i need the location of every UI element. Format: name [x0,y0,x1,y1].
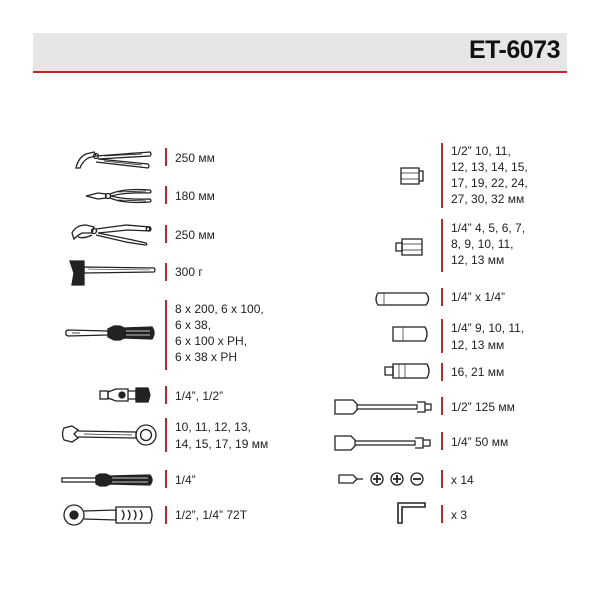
item-divider [165,225,167,243]
socket-large-icon [399,164,425,188]
item-divider [441,363,443,381]
combination-wrench-icon [60,422,158,448]
spark-plug-socket-icon [383,360,433,382]
item-divider [441,432,443,450]
item-divider [441,505,443,523]
extension-bar-short-icon [333,432,433,454]
item-spec-extension-short: 1/4” 50 мм [451,435,509,449]
item-divider [441,219,443,272]
item-spec-sockets-1-2: 1/2” 10, 11, 12, 13, 14, 15, 17, 19, 22, 24, 27, 30, 32 мм [451,144,528,206]
locking-pliers-icon [70,221,154,247]
item-spec-hammer: 300 г [175,265,203,279]
item-spec-deep-sockets: 1/4” 9, 10, 11, 12, 13 мм [451,321,525,352]
item-divider [165,386,167,404]
item-spec-spark-plug-sockets: 16, 21 мм [451,365,505,379]
item-spec-extension-long: 1/2” 125 мм [451,400,515,414]
hammer-icon [66,257,158,287]
item-divider [441,397,443,415]
item-divider [165,470,167,488]
item-divider [165,148,167,166]
item-spec-sockets-1-4: 1/4” 4, 5, 6, 7, 8, 9, 10, 11, 12, 13 мм [451,221,526,267]
socket-small-icon [394,235,428,259]
item-divider [165,263,167,281]
water-pump-pliers-icon [72,148,154,172]
ratchet-icon [60,502,156,528]
screwdriver-icon [64,322,158,344]
item-divider [165,418,167,452]
extension-bar-long-icon [333,396,433,418]
item-spec-wrenches: 10, 11, 12, 13, 14, 15, 17, 19 мм [175,420,269,451]
deep-socket-icon [391,323,431,345]
item-spec-bits: x 14 [451,473,474,487]
item-spec-bit-holder: 1/4” [175,473,196,487]
hex-key-icon [395,501,429,525]
item-spec-locking-pliers: 250 мм [175,228,215,242]
item-divider [441,470,443,488]
combination-pliers-icon [84,186,154,206]
item-spec-hex-keys: x 3 [451,508,468,522]
item-divider [441,319,443,353]
universal-joint-icon [98,383,152,407]
item-divider [165,506,167,524]
item-spec-universal-joints: 1/4”, 1/2” [175,389,224,403]
bit-holder-screwdriver-icon [60,471,156,489]
item-divider [441,288,443,306]
item-spec-screwdrivers: 8 x 200, 6 x 100, 6 x 38, 6 x 100 x PH, 6 x 38 x PH [175,302,264,364]
item-spec-combination-pliers: 180 мм [175,189,215,203]
bit-adapter-icon [374,288,434,310]
screwdriver-bits-icon [337,469,433,489]
item-spec-ratchets: 1/2”, 1/4” 72T [175,508,248,522]
model-code: ET-6073 [468,36,560,64]
item-divider [165,186,167,204]
item-spec-pump-pliers: 250 мм [175,151,215,165]
header-accent-line [33,71,567,73]
item-divider [165,300,167,370]
item-divider [441,143,443,208]
item-spec-bit-adapter: 1/4” x 1/4” [451,290,506,304]
